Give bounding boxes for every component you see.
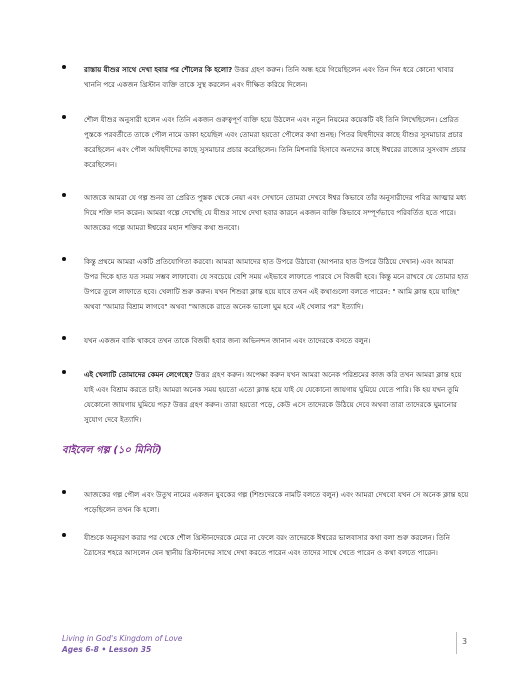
bullet-text: আজকে আমরা যে গল্প শুনব তা প্রেরিত পুস্তক থেকে নেয়া এবং সেখানে তোমরা দেখবে ঈশ্বর কিভাবে তাঁর অনুসারীদের পবিত্র আত্মার মধ্য দিয়ে শক্তি দান করেন। আমরা গল্পে দেখেছি যে যীশুর সাথে দেখা হবার কারনে একজন ব্যক্তি কিভাবে সম্পূর্ণভাবে পরিবর্তিত হতে পারে। আজকের গল্পে আমরা ঈশ্বরের মহান শক্তির কথা শুনবো। bbox=[84, 193, 467, 232]
bullet-item bbox=[84, 62, 469, 92]
bullet-paragraph bbox=[84, 62, 469, 92]
bullet-text: যখন একজন বাকি থাকবে তখন তাকে বিজয়ী হবার জন্য অভিনন্দন জানান এবং তাদেরকে বসতে বলুন। bbox=[84, 336, 371, 345]
bullet-text: শৌল যীশুর অনুসারী হলেন এবং তিনি একজন গুরুত্বপূর্ণ ব্যক্তি হয়ে উঠলেন এবং নতুন নিয়মের কয়েকটি বই তিনি লিখেছিলেন। প্রেরিত পুস্তকে পরবর্তীতে তাকে পৌল নামে ডাকা হয়েছিল এবং তোমরা হয়তো পৌলের কথা শুনছ। পিতর যিহুদীদের কাছে যীশুর সুসমাচার প্রচার করেছিলেন এবং পৌল অযিহুদীদের কাছে সুসমাচার প্রচার করেছিলেন। তিনি মিশনারি হিসাবে অন্যদের কাছে ঈশ্বরের রাজ্যের সুসংবাদ প্রচার করেছিলেন। bbox=[84, 115, 466, 169]
bullet-item bbox=[84, 530, 469, 560]
bullet-dot bbox=[62, 370, 66, 374]
bullet-dot bbox=[62, 193, 66, 197]
section-heading: বাইবেল গল্প (১০ মিনিট) bbox=[62, 445, 162, 456]
bullet-text: উত্তর গ্রহণ করুন। তিনি অন্ধ হয়ে গিয়েছিলেন এবং তিন দিন ধরে কোনো খাবার খাননি পরে একজন খ্রিস্টান ব্যক্তি তাকে সুস্থ করলেন এবং দীক্ষিত করিয়ে দিলেন। bbox=[84, 65, 454, 89]
bullet-dot bbox=[62, 257, 66, 261]
bullet-paragraph bbox=[84, 487, 469, 517]
page-number: 3 bbox=[462, 637, 468, 646]
bullet-item bbox=[84, 333, 469, 348]
footer-divider bbox=[456, 632, 457, 654]
bullet-text: আজকের গল্প পৌল এবং উতুখ নামের একজন যুবকের গল্প (শিশুদেরকে নামটি বলতে বলুন) এবং আমরা দেখবো যখন সে অনেক ক্লান্ত হয়ে পড়েছিলেন তখন কি হলো। bbox=[84, 490, 469, 514]
bullet-dot bbox=[62, 65, 66, 69]
bullet-text: কিন্তু প্রথমে আমরা একটি প্রতিযোগিতা করবো। আমরা আমাদের হাত উপরে উঠাবো (আপনার হাত উপরে উঠিয়ে দেখান) এবং আমরা উপর দিকে হাত যত সময় সম্ভব লাফাবো। যে সবচেয়ে বেশি সময় এইভাবে লাফাতে পারবে সে বিজয়ী হবে। কিন্তু মনে রাখবে যে তোমার হাত উপরে তুলে লাফাতে হবে। খেলাটি শুরু করুন। যখন শিশুরা ক্লান্ত হয়ে যাবে তখন এই কথাগুলো বলতে পারেন: " আমি ক্লান্ত হয়ে যাচ্ছি" অথবা "আমার বিশ্রাম লাগবে" অথবা "আজকে রাতে অনেক ভালো ঘুম হবে এই খেলার পর" ইত্যাদি। bbox=[84, 257, 469, 311]
bullet-paragraph bbox=[84, 333, 469, 348]
bullet-paragraph bbox=[84, 530, 469, 560]
bullet-paragraph bbox=[84, 367, 469, 427]
bullet-dot bbox=[62, 115, 66, 119]
footer-title: Living in God's Kingdom of Love bbox=[62, 634, 183, 643]
bullet-text: উত্তর গ্রহণ করুন। অপেক্ষা করুন যখন আমরা অনেক পরিশ্রমের কাজ করি তখন আমরা ক্লান্ত হয়ে যাই এবং বিশ্রাম করতে চাই। আমরা অনেক সময় হয়তো এতো ক্লান্ত হয়ে যাই যে যেকোনো জায়গায় ঘুমিয়ে যেতে পারি। কি হয় যখন তুমি যেকোনো জায়গায় ঘুমিয়ে পড়? উত্তর গ্রহণ করুন। তারা হয়তো পড়ে, কেউ এসে তাদেরকে উঠিয়ে দেবে অথবা তারা তাদেরকে ঘুমানোর সুযোগ দেবে ইত্যাদি। bbox=[84, 370, 462, 424]
footer-ages-lesson: Ages 6-8 • Lesson 35 bbox=[62, 645, 152, 654]
bullet-bold-question: রাস্তায় যীশুর সাথে দেখা হবার পর শৌলের কি হলো? bbox=[84, 65, 233, 74]
bullet-paragraph bbox=[84, 190, 469, 235]
bullet-item bbox=[84, 190, 469, 235]
bullet-dot bbox=[62, 490, 66, 494]
bullet-paragraph bbox=[84, 254, 469, 314]
bullet-item bbox=[84, 367, 469, 427]
bullet-paragraph bbox=[84, 112, 469, 172]
bullet-item bbox=[84, 487, 469, 517]
bullet-bold-question: এই খেলাটি তোমাদের কেমন লেগেছে? bbox=[84, 370, 193, 379]
bullet-text: যীশুকে অনুসরণ করার পর থেকে শৌল খ্রিস্টানদেরকে মেরে না ফেলে বরং তাদেরকে ঈশ্বরের ভালবাসার কথা বলা শুরু করলেন। তিনি ত্রৈাসের শহরে আসলেন যেন স্থানীয় খ্রিস্টানদের সাথে দেখা করতে পারেন এবং তাদের সাথে খেতে পারেন ও কথা বলতে পারেন। bbox=[84, 533, 450, 557]
bullet-dot bbox=[62, 533, 66, 537]
bullet-item bbox=[84, 254, 469, 314]
bullet-item bbox=[84, 112, 469, 172]
bullet-dot bbox=[62, 336, 66, 340]
